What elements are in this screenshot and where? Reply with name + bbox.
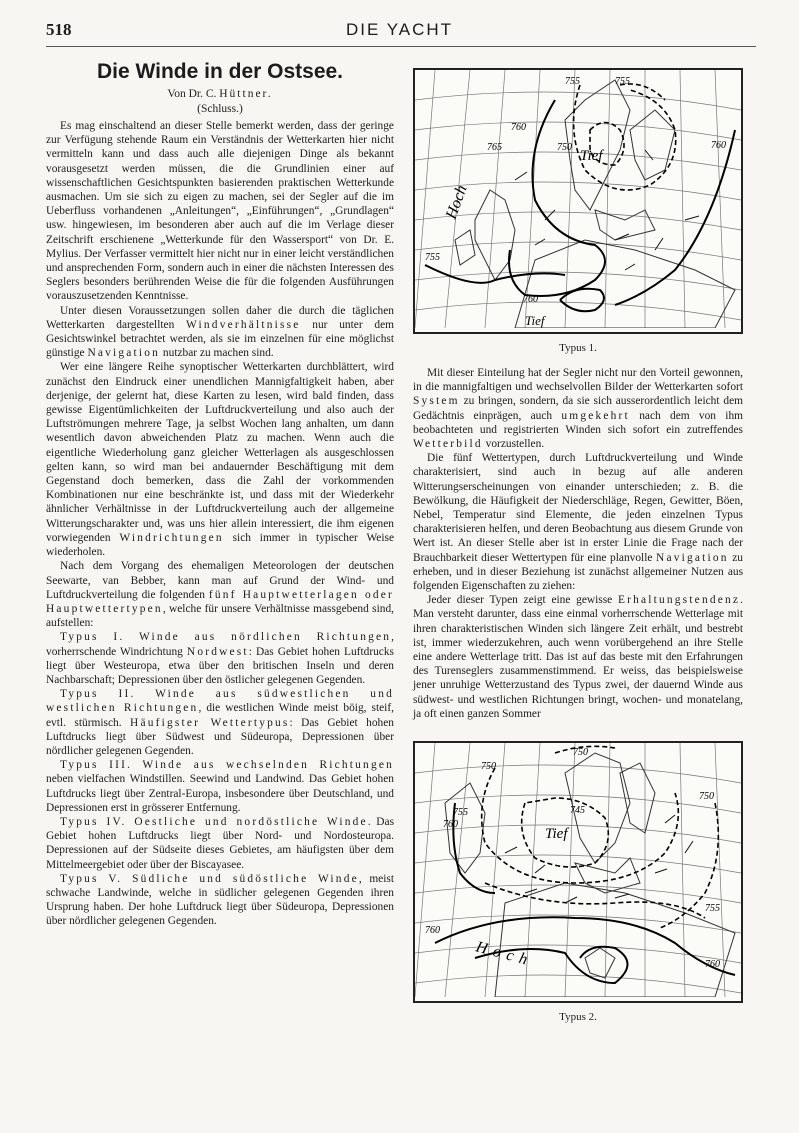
continuation-note: (Schluss.) [197,103,243,115]
page-number: 518 [46,20,72,39]
right-text-block [413,366,743,721]
article-title: Die Winde in der Ostsee. [96,60,344,83]
emphasis: Typus I. Winde aus nördlichen Richtungen [60,631,392,644]
isobar-value: 755 [705,903,720,915]
emphasis: Navigation [87,347,161,360]
label-tief: Tief [545,826,568,843]
text: sich immer in typischer Weise wiederholen. [46,531,394,559]
emphasis: Windrichtungen [119,531,224,544]
isobar-value: 745 [570,805,585,817]
isobar-value: 760 [523,294,538,305]
text: , vorherrschende Windrichtung [46,631,394,658]
text: zu erheben, und in dieser Beziehung ist zunächst allgemeiner Nutzen aus folgenden Eigenschaften zu ziehen: [413,551,743,593]
paragraph [413,593,743,721]
right-column [413,68,743,1023]
text: neben vielfachen Windstillen. Seewind und Landwind. Das Gebiet hohen Luftdrucks liegt über Zentral-Europa, insbesondere über Deutschland, und Depressionen erst in grösserer Entfernung. [46,773,394,814]
isobar-value: 760 [711,140,726,151]
text: Nach dem Vorgang des ehemaligen Meteorologen der deutschen Seewarte, van Bebber, kann man auf Grund der Wind- und Luftdruckverteilung die folgenden [46,560,394,601]
label-tief: Tief [580,148,603,164]
isobar-value: 750 [573,747,588,759]
text: . Man versteht darunter, dass eine einmal vorherrschende Wetterlage mit ihren charakteristischen Winden sich längere Zeit erhält, und bestrebt ist, immer wiederzukehren, auch wenn vorübergehend an ihre Stelle eine andere Wetterlage tritt. Das ist auf das beste mit den Erfahrungen des Turenseglers zusammenstimmend. Er weiss, das beispielsweise jener unruhige Wetterzustand des Typus zwei, der dauernd Winde aus südwest- und westlichen Richtungen bringt, wochen- und monatelang, ja oft einen ganzen Sommer [413,594,743,720]
paragraph [413,451,743,593]
typus-2-paragraph [46,687,394,758]
text: Mit dieser Einteilung hat der Segler nicht nur den Vorteil gewonnen, in die mannigfaltigen und wechselvollen Bilder der Wetterkarten sofort [413,367,743,394]
emphasis: Windverhältnisse [186,318,301,331]
weather-map-typus-1 [413,68,743,334]
text: vorzustellen. [482,438,545,451]
figure-caption: Typus 1. [559,342,597,354]
paragraph [46,559,394,630]
byline [46,88,394,100]
isobar-value: 760 [705,959,720,971]
text: : Das Gebiet hohen Luftdrucks liegt über Westeuropa, etwa über den britischen Inseln und deren Nachbarschaft; Depressionen über den östlicher gelegenen Gegenden. [46,645,394,686]
emphasis: Nordwest [186,645,249,658]
emphasis: Typus III. Winde aus wechselnden Richtungen [60,759,394,772]
isobar-value: 755 [565,76,580,87]
running-header [46,20,753,42]
isobar-value: 750 [699,791,714,803]
isobar-value: 765 [487,142,502,153]
coastlines [445,753,735,997]
text: nur unter dem Gesichtswinkel betrachtet werden, als sie im einzelnen für eine möglichst günstige [46,318,394,360]
figure-caption: Typus 2. [559,1011,597,1024]
text: Die fünf Wettertypen, durch Luftdruckverteilung und Winde charakterisiert, sind auch in bezug auf alle anderen Witterungserscheinungen von einander unterschieden; z. B. die Bewölkung, die Häufigkeit der Niederschläge, Regen, Gewitter, Böen, Nebel, Temperatur sind Elemente, die jeden einzelnen Typus charakterisieren helfen, und deren Beobachtung aus diesem Grunde von Wert ist. An dieser Stelle aber ist in erster Linie die Frage nach der Brauchbarkeit dieser Wettertypen für eine planvolle [413,452,743,564]
coastlines [455,80,735,328]
left-column [46,60,394,929]
text: Unter diesen Voraussetzungen sollen daher die durch die täglichen Wetterkarten dargestellten [46,304,394,331]
typus-1-paragraph [46,630,394,687]
paragraph [413,366,743,451]
isobar-map-svg [415,70,741,328]
typus-5-paragraph [46,872,394,929]
label-hoch: Hoch [442,182,471,222]
isobar-value: 760 [511,122,526,133]
emphasis: Wetterbild [413,438,483,451]
isobar-value: 755 [453,807,468,819]
emphasis: Navigation [656,551,729,564]
text: Wer eine längere Reihe synoptischer Wetterkarten durchblättert, wird zunächst den Eindruck einer unendlichen Mannigfaltigkeit haben, aber derjenige, der gelernt hat, diese Karten zu lesen, wird bald finden, dass gewisse Eigentümlichkeiten der Luftdruckverteilung und also auch der Luftströmungen mehrere Tage, ja selbst Wochen lang anhalten, um dann wesentlich davon abweichenden Platz zu machen. Wenn auch die eigentliche Wiederholung ganz gleicher Wetterlagen als ausgeschlossen gelten kann, so wird man bei andauernder Beschäftigung mit dem Gegenstand doch bemerken, dass die Zahl der vorkommenden Kombinationen nur eine beschränkte ist, und dass mit der Wiederkehr ähnlicher Verhältnisse in der Luftdruckverteilung auch der allgemeine Witterungscharakter und, was uns hier allein interessiert, die ihm eigenen vorwiegenden [46,361,394,544]
byline-prefix: Von Dr. C. [167,88,220,100]
emphasis: Typus V. Südliche und südöstliche Winde [60,872,359,885]
emphasis: System [413,395,460,408]
emphasis: Typus II. Winde aus südwestlichen und westlichen Richtungen [46,688,394,715]
isobar-value: 750 [557,142,572,153]
isobar-value: 750 [481,761,496,773]
header-rule [46,46,756,47]
label-hoch: Hoch [473,938,536,971]
isobar-value: 760 [425,925,440,937]
typus-4-paragraph [46,815,394,872]
typus-3-paragraph [46,758,394,815]
paragraph: Es mag einschaltend an dieser Stelle bemerkt werden, dass der geringe zur Verfügung stehende Raum ein Verständnis der Wetterkarten hier nicht vermitteln kann und dass auch alle diejenigen Dinge als bekannt vorausgesetzt werden müssen, die die Grundlinien einer auf wissenschaftlichen Gesichtspunkten basierenden praktischen Wetterkunde ausmachen. Um sie sich zu eigen zu machen, sei der Segler auf die im Ueberfluss vorhandenen „Anleitungen“, „Einführungen“, „Grundlagen“ usw. hingewiesen, im besonderen aber auch auf die im Verlage dieser Zeitschrift erschienene „Wetterkunde für den Wassersport“ von Dr. E. Mylius. Der Verfasser vermittelt hier nicht nur in einer leicht verständlichen und ansprechenden Form, sondern auch in einer die nächsten Interessen des Seglers besonders berührenden Weise die für die folgenden Ausführungen vorauszusetzenden Kenntnisse. [46,120,394,303]
text: , welche für unsere Verhältnisse massgebend sind, aufstellen: [46,602,394,630]
text: . Das Gebiet hohen Luftdrucks liegt über Nord- und Nordosteuropa. Depressionen auf der Südseite dieses Gebietes, am häufigsten über dem Mittelmeergebiet oder über der Biscayasee. [46,815,394,871]
emphasis: Typus IV. Oestliche und nordöstliche Winde [60,815,368,828]
paragraph [46,304,394,361]
emphasis: Häufigster Wettertypus [130,716,290,729]
weather-map-typus-2 [413,741,743,1003]
emphasis: umgekehrt [561,409,630,422]
text: , die westlichen Winde meist böig, steif, evtl. stürmisch. [46,702,394,729]
paragraph [46,360,394,559]
isobar-value: 755 [615,76,630,87]
isobar-map-svg [415,743,741,997]
journal-title: DIE YACHT [345,20,454,39]
text: Jeder dieser Typen zeigt eine gewisse [427,594,618,607]
emphasis: fünf Hauptwetterlagen oder Hauptwettertypen [46,588,394,615]
author-name: Hüttner. [219,88,273,100]
isobar-value: 760 [443,819,458,831]
text: nutzbar zu machen sind. [160,347,274,360]
text: : Das Gebiet hohen Luftdrucks liegt über Südwest und Südeuropa, Depressionen über nördlicher gelegenen Gegenden. [46,716,395,757]
isobar-values [425,747,720,970]
text: , meist schwache Landwinde, welche in südlicher gelegenen Gegenden ihren Ursprung haben. Der hohe Luftdruck liegt über Südeuropa, Depressionen über nördlicher gelegenen Gegenden. [46,872,394,928]
emphasis: Erhaltungstendenz [617,594,741,607]
isobar-value: 755 [425,252,440,263]
text: nach dem von ihm beobachteten und registrierten Winden sich sofort ein zutreffendes [413,409,744,436]
label-tief: Tief [525,313,545,328]
text: zu bringen, sondern, da sie sich ausserordentlich leicht dem Gedächtnis einprägen, auch [413,395,743,422]
